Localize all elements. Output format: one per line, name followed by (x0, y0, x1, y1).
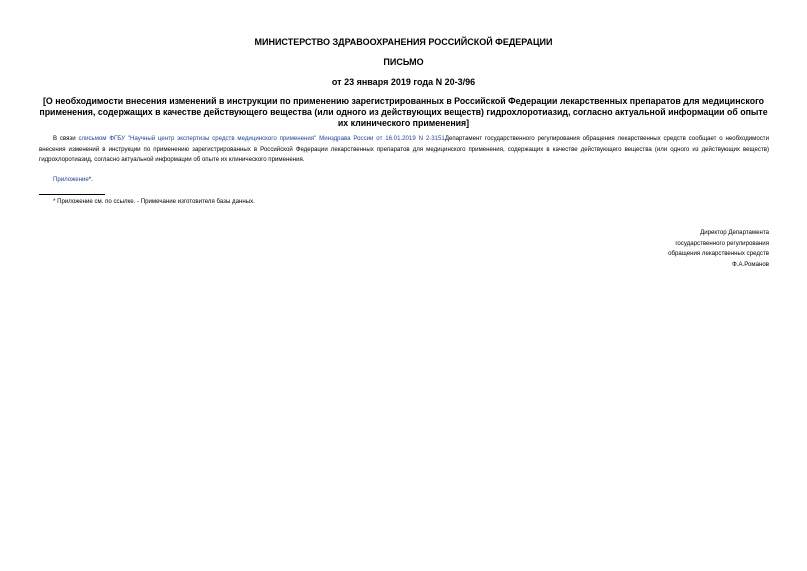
signature-position-line-3: обращения лекарственных средств (668, 250, 769, 258)
document-date-number: от 23 января 2019 года N 20-3/96 (331, 77, 476, 87)
body-main-text: Департамент государственного регулирования обращения лекарственных средств сообщает о необходимости внесения изменений в инструкции по применению зарегистрированных в Российской Федерации лекарственных препаратов для медицинского применения, содержащих в качестве действующего вещества (или одного из действующих веществ) гидрохлоротиазид, согласно актуальной информации об опыте их клинического применения. (39, 135, 769, 163)
document-type-heading: ПИСЬМО (383, 57, 424, 67)
attachment-line (53, 175, 93, 185)
signature-position-line-2: государственного регулирования (675, 239, 769, 247)
body-prefix: В связи (53, 135, 79, 142)
signatory-name: Ф.А.Романов (732, 260, 769, 268)
document-title: [О необходимости внесения изменений в инструкции по применению зарегистрированных в Российской Федерации лекарственных препаратов для медицинского применения, содержащих в качестве действующего вещества (или одного из действующих веществ) гидрохлоротиазид, согласно актуальной информации об опыте их клинического применения] (39, 96, 768, 128)
ministry-heading: МИНИСТЕРСТВО ЗДРАВООХРАНЕНИЯ РОССИЙСКОЙ ФЕДЕРАЦИИ (254, 37, 553, 47)
letter-body (39, 134, 769, 166)
footnote-text: * Приложение см. по ссылке. - Примечание изготовителя базы данных. (53, 198, 255, 205)
reference-letter-link[interactable]: слисьмом ФГБУ "Научный центр экспертизы средств медицинского применения" Минздрава России от 16.01.2019 N 2-3151 (78, 135, 445, 142)
attachment-link[interactable]: Приложение (53, 176, 89, 183)
signature-position-line-1: Директор Департамента (700, 229, 769, 236)
attachment-suffix: *. (88, 176, 93, 183)
footnote-divider (39, 194, 105, 195)
signature-block (668, 228, 769, 270)
